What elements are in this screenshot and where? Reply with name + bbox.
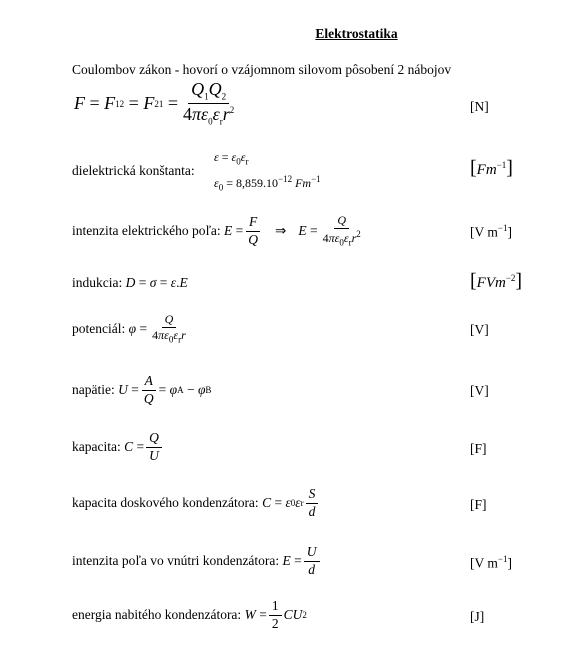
row-energy: energia nabitého kondenzátora: W = $\frac{1}{2}$ CU 2 bbox=[72, 598, 307, 631]
label-energy: energia nabitého kondenzátora: bbox=[72, 607, 242, 623]
label-field-capacitor: intenzita poľa vo vnútri kondenzátora: bbox=[72, 553, 280, 569]
unit-field-capacitor: [V $m^{-1}$] bbox=[470, 554, 512, 571]
unit-newton: [N] bbox=[470, 99, 489, 114]
row-field: intenzita elektrického poľa: E = $\frac{F}{Q}$ ⇒ E = $\frac{Q}{4\pi\varepsilon_0\varepsilon_rr^2}$ bbox=[72, 213, 361, 248]
unit-potential: [V] bbox=[470, 322, 489, 337]
coulomb-intro: Coulombov zákon - hovorí o vzájomnom silovom pôsobení 2 nábojov bbox=[72, 62, 452, 77]
eps0-value: 8,859.10 bbox=[236, 176, 279, 190]
eps0-unit-exp: −1 bbox=[311, 174, 321, 184]
label-potential: potenciál: bbox=[72, 321, 126, 337]
coulomb-formula: F = F 12 = F 21 = $\frac{Q_1Q_2}{4\pi\varepsilon_0\varepsilon_rr^2}$ bbox=[74, 79, 235, 128]
label-induction: indukcia: bbox=[72, 275, 123, 290]
row-induction: indukcia: D = σ = ε . E bbox=[72, 275, 188, 290]
unit-voltage: [V] bbox=[470, 383, 489, 398]
label-dielectric: dielektrická konštanta: bbox=[72, 163, 195, 178]
row-field-capacitor: intenzita poľa vo vnútri kondenzátora: E = $\frac{U}{d}$ bbox=[72, 545, 322, 578]
unit-capacitance: [F] bbox=[470, 441, 487, 456]
row-voltage: napätie: U = $\frac{A}{Q}$ = φ A − φ B bbox=[72, 373, 212, 406]
row-capacitance: kapacita: C = $\frac{Q}{U}$ bbox=[72, 431, 164, 464]
formula-eps: $\varepsilon = \varepsilon_0\varepsilon_r$ bbox=[214, 150, 249, 167]
unit-dielectric: $[Fm^{-1}]$ bbox=[470, 157, 513, 179]
unit-induction: [FVm$^{-2}$] bbox=[470, 270, 523, 292]
label-capacitance: kapacita: bbox=[72, 439, 121, 455]
label-plate-capacitor: kapacita doskového kondenzátora: bbox=[72, 495, 259, 511]
label-voltage: napätie: bbox=[72, 382, 115, 398]
row-potential: potenciál: φ = $\frac{Q}{4\pi\varepsilon_0\varepsilon_rr}$ bbox=[72, 312, 186, 345]
label-field: intenzita elektrického poľa: bbox=[72, 223, 221, 239]
unit-energy: [J] bbox=[470, 609, 485, 624]
page-title: Elektrostatika bbox=[315, 26, 398, 41]
eps0-unit: Fm bbox=[295, 176, 312, 190]
unit-plate-capacitor: [F] bbox=[470, 497, 487, 512]
formula-eps0: $\varepsilon_0 = 8,859.10^{-12}$ $Fm^{-1}$ bbox=[214, 174, 321, 193]
eps0-exp: −12 bbox=[278, 174, 293, 184]
unit-field: [V $m^{-1}$] bbox=[470, 223, 512, 240]
row-plate-capacitor: kapacita doskového kondenzátora: C = ε 0 ε r $\frac{S}{d}$ bbox=[72, 487, 320, 520]
